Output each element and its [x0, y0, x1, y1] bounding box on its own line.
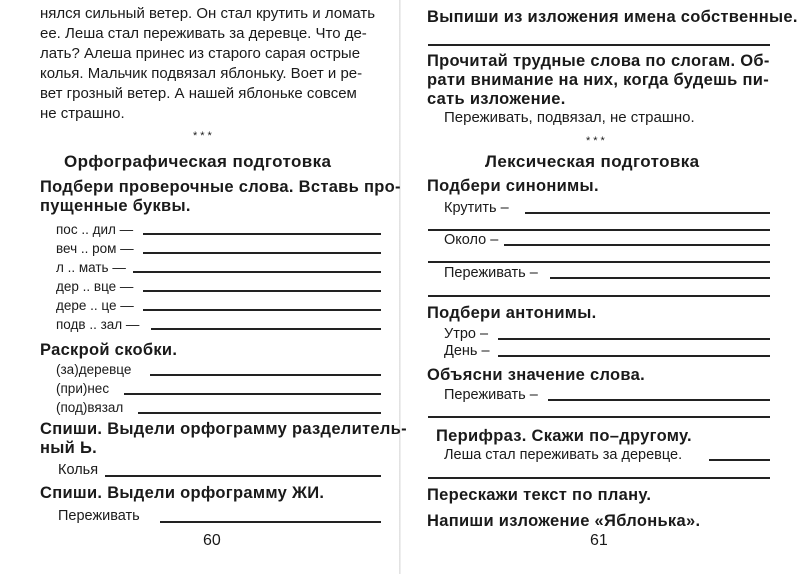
- word-label: Переживать: [58, 508, 140, 524]
- answer-line[interactable]: [498, 338, 770, 340]
- answer-line[interactable]: [151, 328, 381, 330]
- answer-line[interactable]: [428, 477, 770, 479]
- answer-line[interactable]: [428, 261, 770, 263]
- task-title: Раскрой скобки.: [40, 341, 178, 359]
- task-title: Объясни значение слова.: [427, 366, 645, 384]
- paragraph-line: не страшно.: [40, 105, 125, 122]
- paragraph-line: ее. Леша стал переживать за деревце. Что де-: [40, 25, 367, 42]
- task-title: Подбери проверочные слова. Вставь про-: [40, 178, 401, 196]
- word-list: Переживать, подвязал, не страшно.: [444, 109, 695, 126]
- answer-line[interactable]: [133, 271, 381, 273]
- answer-line[interactable]: [160, 521, 381, 523]
- word-label: (под)вязал: [56, 400, 124, 415]
- answer-line[interactable]: [138, 412, 381, 414]
- paragraph-line: нялся сильный ветер. Он стал крутить и ломать: [40, 5, 376, 22]
- answer-line[interactable]: [143, 309, 381, 311]
- word-label: пос .. дил —: [56, 222, 134, 237]
- task-title: Напиши изложение «Яблонька».: [427, 512, 701, 530]
- task-title: Выпиши из изложения имена собственные.: [427, 8, 798, 26]
- task-title: рати внимание на них, когда будешь пи-: [427, 71, 770, 89]
- separator: ***: [586, 135, 608, 147]
- paragraph-line: колья. Мальчик подвязал яблоньку. Воет и ре-: [40, 65, 363, 82]
- word-label: Колья: [58, 462, 99, 478]
- sentence-label: Леша стал переживать за деревце.: [444, 447, 683, 463]
- word-label: (при)нес: [56, 381, 110, 396]
- answer-line[interactable]: [143, 252, 381, 254]
- right-page: [400, 0, 800, 574]
- answer-line[interactable]: [428, 44, 770, 46]
- word-label: День –: [444, 343, 490, 359]
- word-label: л .. мать —: [56, 260, 126, 275]
- section-title: Лексическая подготовка: [485, 152, 700, 171]
- answer-line[interactable]: [498, 355, 770, 357]
- task-title: Спиши. Выдели орфограмму ЖИ.: [40, 484, 325, 502]
- word-label: Около –: [444, 232, 499, 248]
- task-title: Подбери синонимы.: [427, 177, 599, 195]
- word-label: Переживать –: [444, 265, 538, 281]
- word-label: подв .. зал —: [56, 317, 140, 332]
- answer-line[interactable]: [709, 459, 770, 461]
- page-number: 61: [590, 532, 608, 549]
- answer-line[interactable]: [428, 229, 770, 231]
- answer-line[interactable]: [428, 295, 770, 297]
- answer-line[interactable]: [548, 399, 770, 401]
- word-label: веч .. ром —: [56, 241, 134, 256]
- word-label: Переживать –: [444, 387, 538, 403]
- separator: ***: [193, 130, 215, 142]
- word-label: Крутить –: [444, 200, 509, 216]
- task-title: Спиши. Выдели орфограмму разделитель-: [40, 420, 407, 438]
- answer-line[interactable]: [150, 374, 381, 376]
- task-title: Подбери антонимы.: [427, 304, 597, 322]
- word-label: (за)деревце: [56, 362, 132, 377]
- task-title: пущенные буквы.: [40, 197, 191, 215]
- page-number: 60: [203, 532, 221, 549]
- section-title: Орфографическая подготовка: [64, 152, 332, 171]
- answer-line[interactable]: [124, 393, 381, 395]
- answer-line[interactable]: [525, 212, 770, 214]
- task-title: Перифраз. Скажи по–другому.: [436, 427, 692, 445]
- task-title: ный Ь.: [40, 439, 98, 457]
- answer-line[interactable]: [550, 277, 770, 279]
- task-title: Перескажи текст по плану.: [427, 486, 652, 504]
- answer-line[interactable]: [143, 233, 381, 235]
- task-title: сать изложение.: [427, 90, 566, 108]
- paragraph-line: вет грозный ветер. А нашей яблоньке совсем: [40, 85, 357, 102]
- word-label: дер .. вце —: [56, 279, 134, 294]
- task-title: Прочитай трудные слова по слогам. Об-: [427, 52, 770, 70]
- answer-line[interactable]: [105, 475, 381, 477]
- paragraph-line: лать? Алеша принес из старого сарая острые: [40, 45, 361, 62]
- answer-line[interactable]: [504, 244, 770, 246]
- answer-line[interactable]: [143, 290, 381, 292]
- answer-line[interactable]: [428, 416, 770, 418]
- word-label: дере .. це —: [56, 298, 134, 313]
- word-label: Утро –: [444, 326, 489, 342]
